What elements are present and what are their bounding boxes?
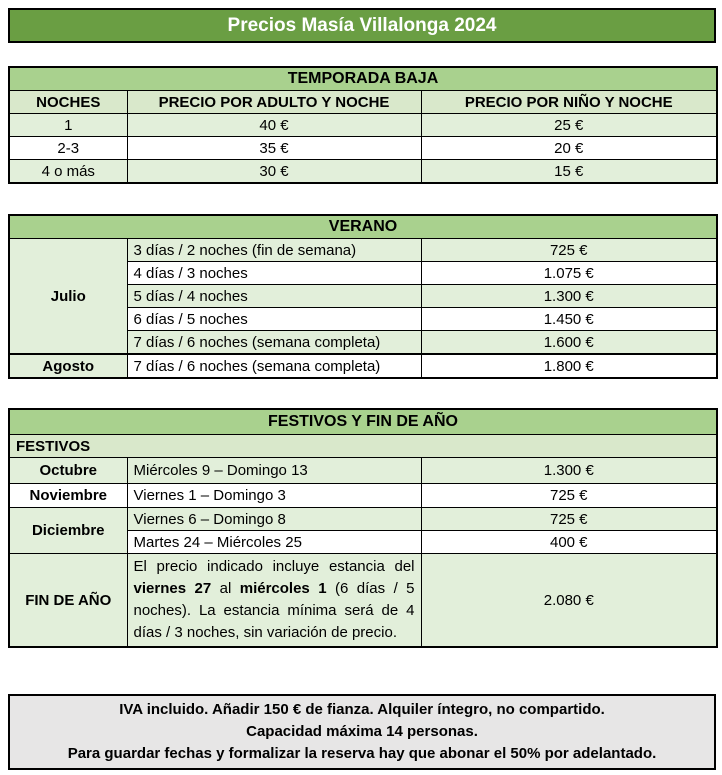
- holiday-desc: Viernes 6 – Domingo 8: [127, 508, 421, 531]
- table-row: [9, 484, 717, 508]
- stay-desc: 7 días / 6 noches (semana completa): [127, 331, 421, 355]
- agosto-label: Agosto: [9, 354, 127, 378]
- adulto-price-cell: 35 €: [127, 137, 421, 160]
- diciembre-label: Diciembre: [9, 508, 127, 554]
- festivos-subheader: FESTIVOS: [9, 435, 717, 458]
- noches-cell: 2-3: [9, 137, 127, 160]
- verano-header: VERANO: [9, 215, 717, 239]
- julio-label: Julio: [9, 239, 127, 355]
- description-text: (6 días / 5 noches). La estancia mínima será de 4 días / 3 noches, sin variación de precio.: [133, 580, 415, 641]
- holiday-desc: Miércoles 9 – Domingo 13: [127, 458, 421, 484]
- footer-notes: [8, 694, 716, 770]
- nino-price-cell: 25 €: [421, 114, 717, 137]
- temporada-baja-header: TEMPORADA BAJA: [9, 67, 717, 91]
- stay-price: 1.600 €: [421, 331, 717, 355]
- footer-line: Para guardar fechas y formalizar la reserva hay que abonar el 50% por adelantado.: [67, 745, 657, 762]
- stay-price: 1.075 €: [421, 262, 717, 285]
- holiday-price: 1.300 €: [421, 458, 717, 484]
- col-precio-adulto: PRECIO POR ADULTO Y NOCHE: [127, 91, 421, 114]
- stay-desc: 3 días / 2 noches (fin de semana): [127, 239, 421, 262]
- stay-desc: 7 días / 6 noches (semana completa): [127, 354, 421, 378]
- fin-de-ano-label: FIN DE AÑO: [9, 554, 127, 648]
- holiday-price: 400 €: [421, 531, 717, 554]
- stay-desc: 4 días / 3 noches: [127, 262, 421, 285]
- octubre-label: Octubre: [9, 458, 127, 484]
- fin-de-ano-description: [127, 554, 421, 648]
- temporada-baja-table: [8, 66, 718, 184]
- festivos-table: [8, 408, 718, 648]
- fin-de-ano-price: 2.080 €: [421, 554, 717, 648]
- description-bold-date: viernes 27: [133, 580, 212, 597]
- nino-price-cell: 15 €: [421, 160, 717, 184]
- table-row: [9, 354, 717, 378]
- table-row: [9, 458, 717, 484]
- holiday-price: 725 €: [421, 508, 717, 531]
- stay-price: 1.800 €: [421, 354, 717, 378]
- table-row: [9, 239, 717, 262]
- stay-price: 725 €: [421, 239, 717, 262]
- noches-cell: 1: [9, 114, 127, 137]
- footer-line: IVA incluido. Añadir 150 € de fianza. Alquiler íntegro, no compartido.: [119, 701, 605, 718]
- holiday-desc: Viernes 1 – Domingo 3: [127, 484, 421, 508]
- noches-cell: 4 o más: [9, 160, 127, 184]
- festivos-header: FESTIVOS Y FIN DE AÑO: [9, 409, 717, 435]
- holiday-price: 725 €: [421, 484, 717, 508]
- stay-desc: 5 días / 4 noches: [127, 285, 421, 308]
- description-text: al: [211, 580, 240, 597]
- table-row: [9, 508, 717, 531]
- table-row: [9, 114, 717, 137]
- noviembre-label: Noviembre: [9, 484, 127, 508]
- col-noches: NOCHES: [9, 91, 127, 114]
- page-title: Precios Masía Villalonga 2024: [8, 8, 716, 43]
- description-text: El precio indicado incluye estancia del: [133, 558, 415, 575]
- footer-line: Capacidad máxima 14 personas.: [246, 723, 478, 740]
- verano-table: [8, 214, 718, 379]
- adulto-price-cell: 40 €: [127, 114, 421, 137]
- table-row: [9, 137, 717, 160]
- description-bold-date: miércoles 1: [239, 580, 327, 597]
- table-row: [9, 554, 717, 648]
- holiday-desc: Martes 24 – Miércoles 25: [127, 531, 421, 554]
- stay-desc: 6 días / 5 noches: [127, 308, 421, 331]
- adulto-price-cell: 30 €: [127, 160, 421, 184]
- table-row: [9, 160, 717, 184]
- nino-price-cell: 20 €: [421, 137, 717, 160]
- stay-price: 1.300 €: [421, 285, 717, 308]
- stay-price: 1.450 €: [421, 308, 717, 331]
- col-precio-nino: PRECIO POR NIÑO Y NOCHE: [421, 91, 717, 114]
